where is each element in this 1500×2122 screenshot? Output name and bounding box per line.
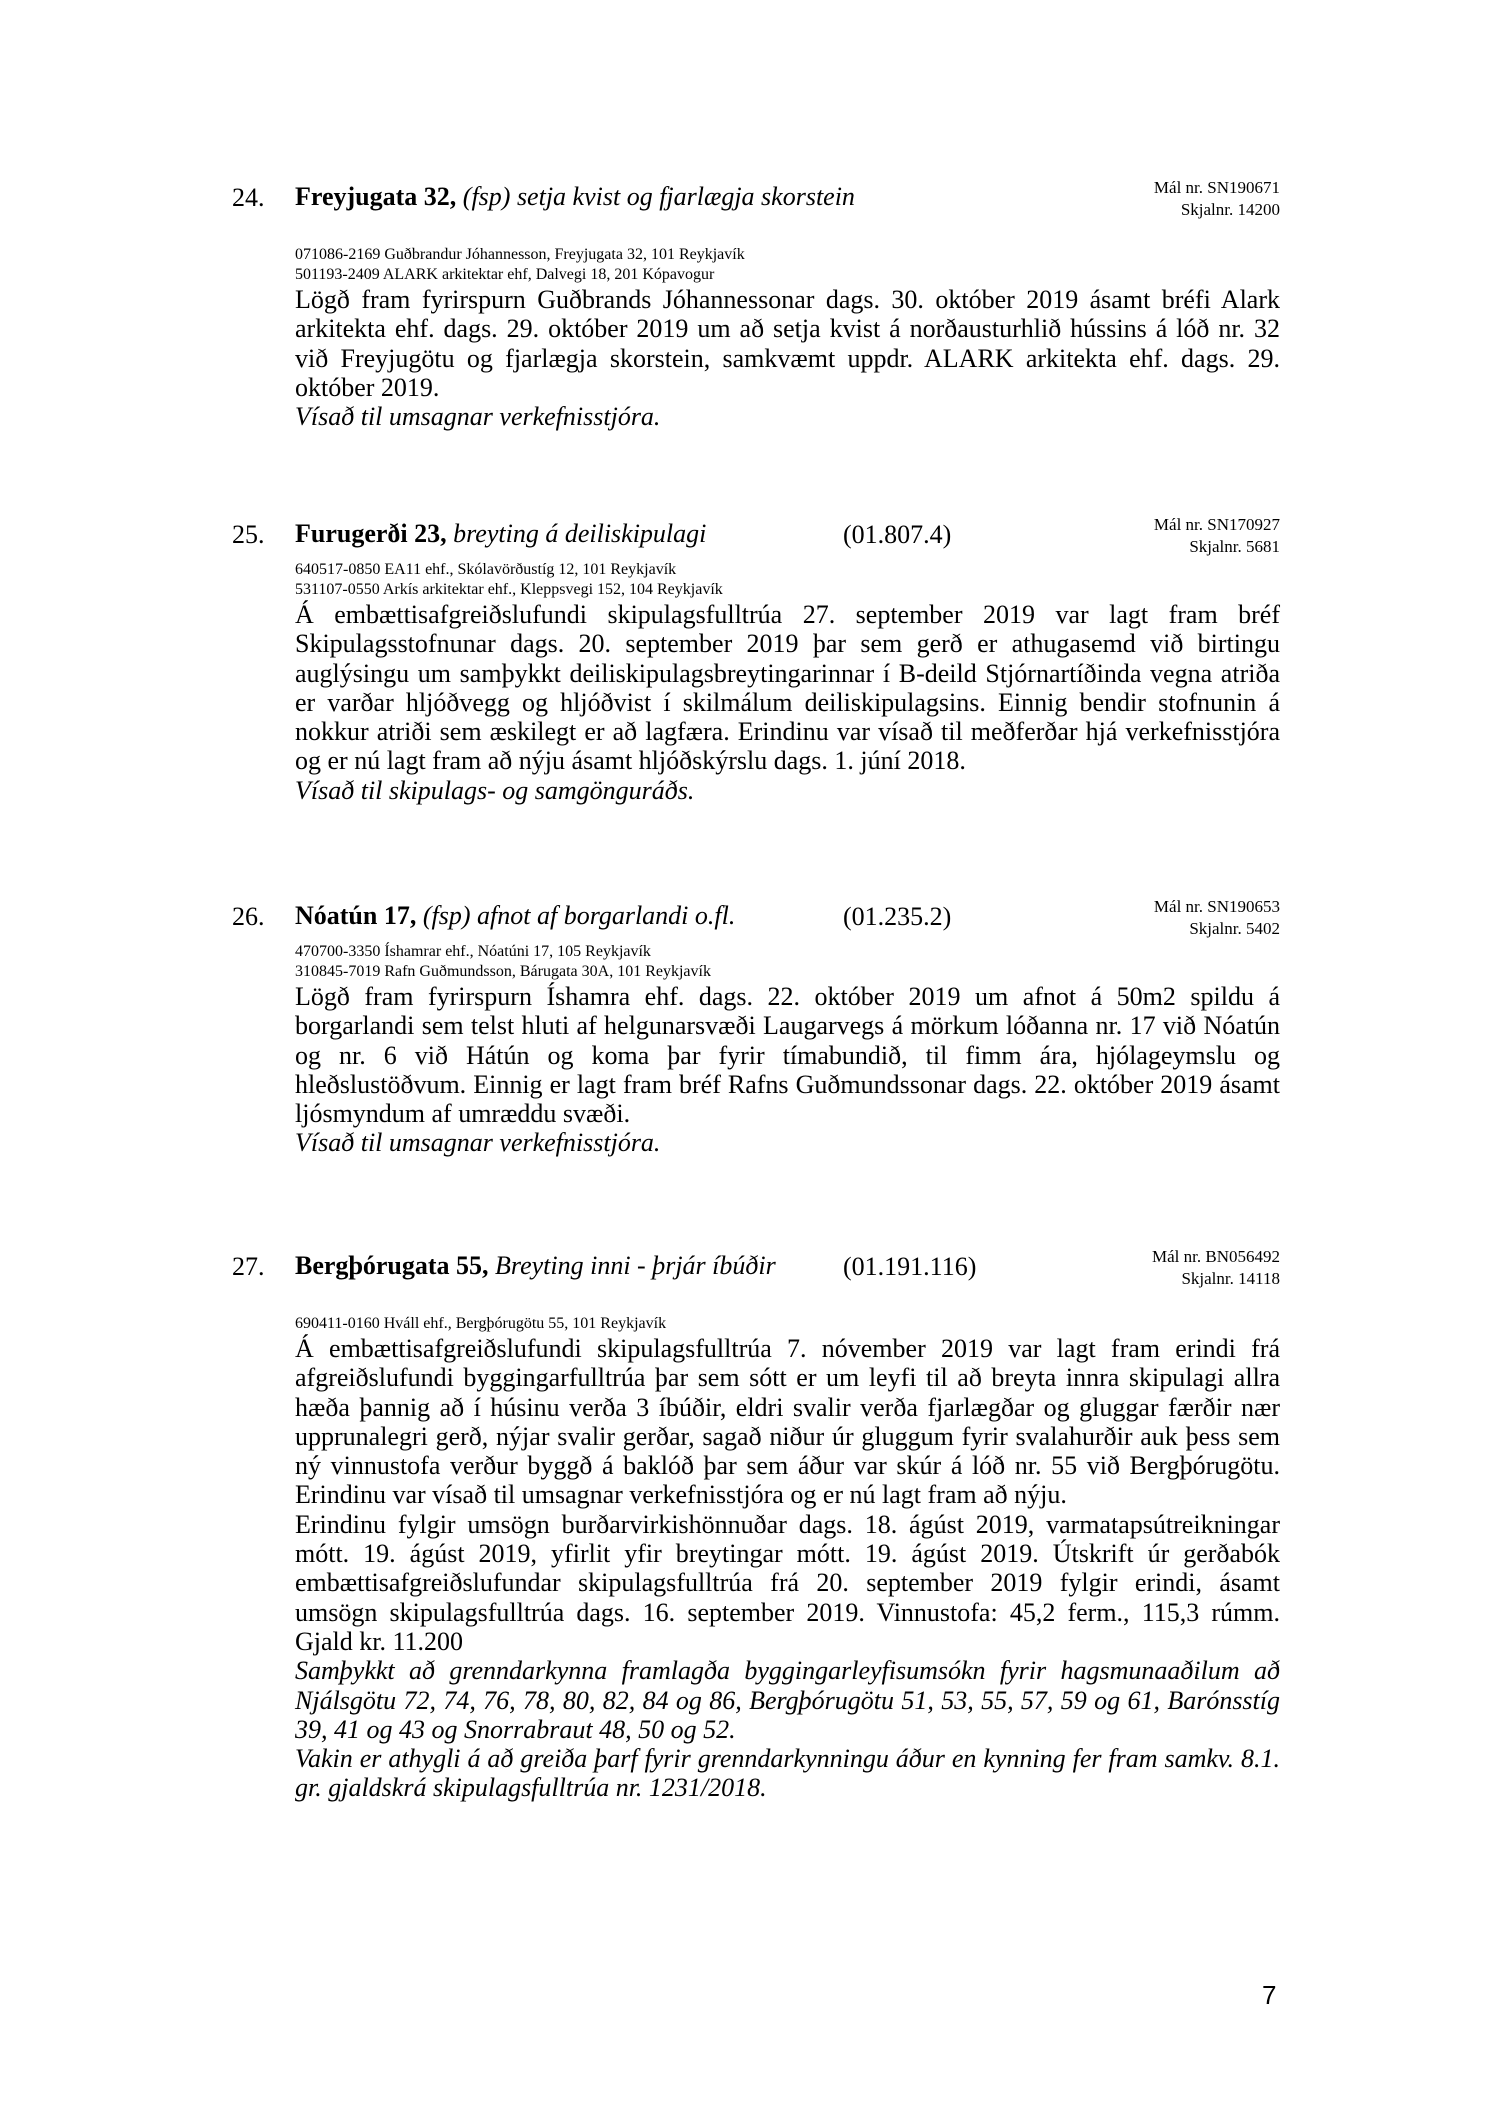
party-line: 640517-0850 EA11 ehf., Skólavörðustíg 12, 101 Reykjavík [295, 561, 677, 578]
item-parties [295, 942, 711, 982]
item-street: Bergþórugata 55, [295, 1251, 489, 1280]
item-number: 27. [232, 1252, 265, 1281]
item-reference [1152, 1246, 1280, 1290]
item-number: 25. [232, 520, 265, 549]
conclusion: Vísað til umsagnar verkefnisstjóra. [295, 402, 661, 432]
item-code: (01.235.2) [843, 902, 952, 931]
item-reference [1154, 514, 1280, 558]
body-paragraph: Erindinu fylgir umsögn burðarvirkishönnuðar dags. 18. ágúst 2019, varmatapsútreikningar mótt. 19. ágúst 2019, yfirlit yfir breytingar mótt. 19. ágúst 2019. Útskrift úr gerðabók embættisafgreiðslufundar skipulagsfulltrúa frá 20. september 2019 fylgir erindi, ásamt umsögn skipulagsfulltrúa dags. 16. september 2019. Vinnustofa: 45,2 ferm., 115,3 rúmm. Gjald kr. 11.200 [295, 1509, 1280, 1656]
party-line: 470700-3350 Íshamrar ehf., Nóatúni 17, 105 Reykjavík [295, 943, 651, 960]
skjal-nr: Skjalnr. 5681 [1189, 537, 1280, 556]
party-line: 310845-7019 Rafn Guðmundsson, Bárugata 30A, 101 Reykjavík [295, 963, 711, 980]
mal-nr: Mál nr. BN056492 [1152, 1247, 1280, 1266]
skjal-nr: Skjalnr. 5402 [1189, 919, 1280, 938]
party-line: 501193-2409 ALARK arkitektar ehf, Dalvegi 18, 201 Kópavogur [295, 266, 715, 283]
conclusion: Vísað til skipulags- og samgönguráðs. [295, 775, 695, 805]
body-paragraph: Lögð fram fyrirspurn Íshamra ehf. dags. 22. október 2019 um afnot á 50m2 spildu á borgarlandi sem telst hluti af helgunarsvæði Laugarvegs á mörkum lóðanna nr. 17 við Nóatún og nr. 6 við Hátún og koma þar fyrir tímabundið, til fimm ára, hjólageymslu og hleðslustöðvum. Einnig er lagt fram bréf Rafns Guðmundssonar dags. 22. október 2019 ásamt ljósmyndum af umræddu svæði. [295, 982, 1280, 1129]
item-code: (01.191.116) [843, 1252, 977, 1281]
conclusion: Samþykkt að grenndarkynna framlagða byggingarleyfisumsókn fyrir hagsmunaaðilum að Njálsgötu 72, 74, 76, 78, 80, 82, 84 og 86, Bergþórugötu 51, 53, 55, 57, 59 og 61, Barónsstíg 39, 41 og 43 og Snorrabraut 48, 50 og 52. [295, 1656, 1280, 1744]
conclusion: Vakin er athygli á að greiða þarf fyrir grenndarkynningu áður en kynning fer fram samkv. 8.1. gr. gjaldskrá skipulagsfulltrúa nr. 1231/2018. [295, 1744, 1280, 1803]
party-line: 071086-2169 Guðbrandur Jóhannesson, Freyjugata 32, 101 Reykjavík [295, 246, 745, 263]
page-number: 7 [1262, 1980, 1277, 2010]
item-parties [295, 1314, 666, 1334]
item-parties [295, 560, 723, 600]
item-heading [295, 182, 855, 212]
item-subject: Breyting inni - þrjár íbúðir [488, 1251, 776, 1280]
mal-nr: Mál nr. SN190653 [1153, 897, 1280, 916]
body-paragraph: Lögð fram fyrirspurn Guðbrands Jóhannessonar dags. 30. október 2019 ásamt bréfi Alark arkitekta ehf. dags. 29. október 2019 um að setja kvist á norðausturhlið hússins á lóð nr. 32 við Freyjugötu og fjarlægja skorstein, samkvæmt uppdr. ALARK arkitekta ehf. dags. 29. október 2019. [295, 285, 1280, 402]
item-reference [1154, 896, 1280, 940]
mal-nr: Mál nr. SN170927 [1153, 515, 1280, 534]
skjal-nr: Skjalnr. 14118 [1181, 1269, 1280, 1288]
item-subject: (fsp) setja kvist og fjarlægja skorstein [456, 182, 855, 211]
item-reference [1154, 177, 1280, 221]
mal-nr: Mál nr. SN190671 [1153, 178, 1280, 197]
item-body [295, 600, 1280, 805]
item-street: Freyjugata 32, [295, 182, 457, 211]
conclusion: Vísað til umsagnar verkefnisstjóra. [295, 1128, 661, 1158]
skjal-nr: Skjalnr. 14200 [1180, 200, 1280, 219]
item-number: 26. [232, 902, 265, 931]
party-line: 531107-0550 Arkís arkitektar ehf., Kleppsvegi 152, 104 Reykjavík [295, 581, 723, 598]
party-line: 690411-0160 Hváll ehf., Bergþórugötu 55, 101 Reykjavík [295, 1315, 667, 1332]
body-paragraph: Á embættisafgreiðslufundi skipulagsfulltrúa 27. september 2019 var lagt fram bréf Skipulagsstofnunar dags. 20. september 2019 þar sem gerð er athugasemd við birtingu auglýsingu um samþykkt deiliskipulagsbreytingarinnar í B-deild Stjórnartíðinda vegna atriða er varðar hljóðvegg og hljóðvist í skilmálum deiliskipulagsins. Einnig bendir stofnunin á nokkur atriði sem æskilegt er að lagfæra. Erindinu var vísað til meðferðar hjá verkefnisstjóra og er nú lagt fram að nýju ásamt hljóðskýrslu dags. 1. júní 2018. [295, 600, 1280, 776]
item-heading [295, 901, 815, 931]
item-body [295, 285, 1280, 431]
item-code: (01.807.4) [843, 520, 952, 549]
item-body [295, 982, 1280, 1158]
item-street: Furugerði 23, [295, 519, 447, 548]
item-body [295, 1334, 1280, 1803]
item-subject: breyting á deiliskipulagi [446, 519, 707, 548]
body-paragraph: Á embættisafgreiðslufundi skipulagsfulltrúa 7. nóvember 2019 var lagt fram erindi frá afgreiðslufundi byggingarfulltrúa þar sem sótt er um leyfi til að breyta innra skipulagi allra hæða þannig að í húsinu verða 3 íbúðir, eldri svalir verða fjarlægðar og gluggar færðir nær upprunalegri gerð, nýjar svalir gerðar, sagað niður úr gluggum fyrir svalahurðir auk þess sem ný vinnustofa verður byggð á baklóð þar sem áður var skúr á lóð nr. 55 við Bergþórugötu. Erindinu var vísað til umsagnar verkefnisstjóra og er nú lagt fram að nýju. [295, 1334, 1280, 1510]
item-subject: (fsp) afnot af borgarlandi o.fl. [416, 901, 736, 930]
item-heading [295, 519, 815, 549]
item-street: Nóatún 17, [295, 901, 417, 930]
item-parties [295, 245, 745, 285]
item-number: 24. [232, 183, 265, 212]
item-heading [295, 1251, 805, 1281]
